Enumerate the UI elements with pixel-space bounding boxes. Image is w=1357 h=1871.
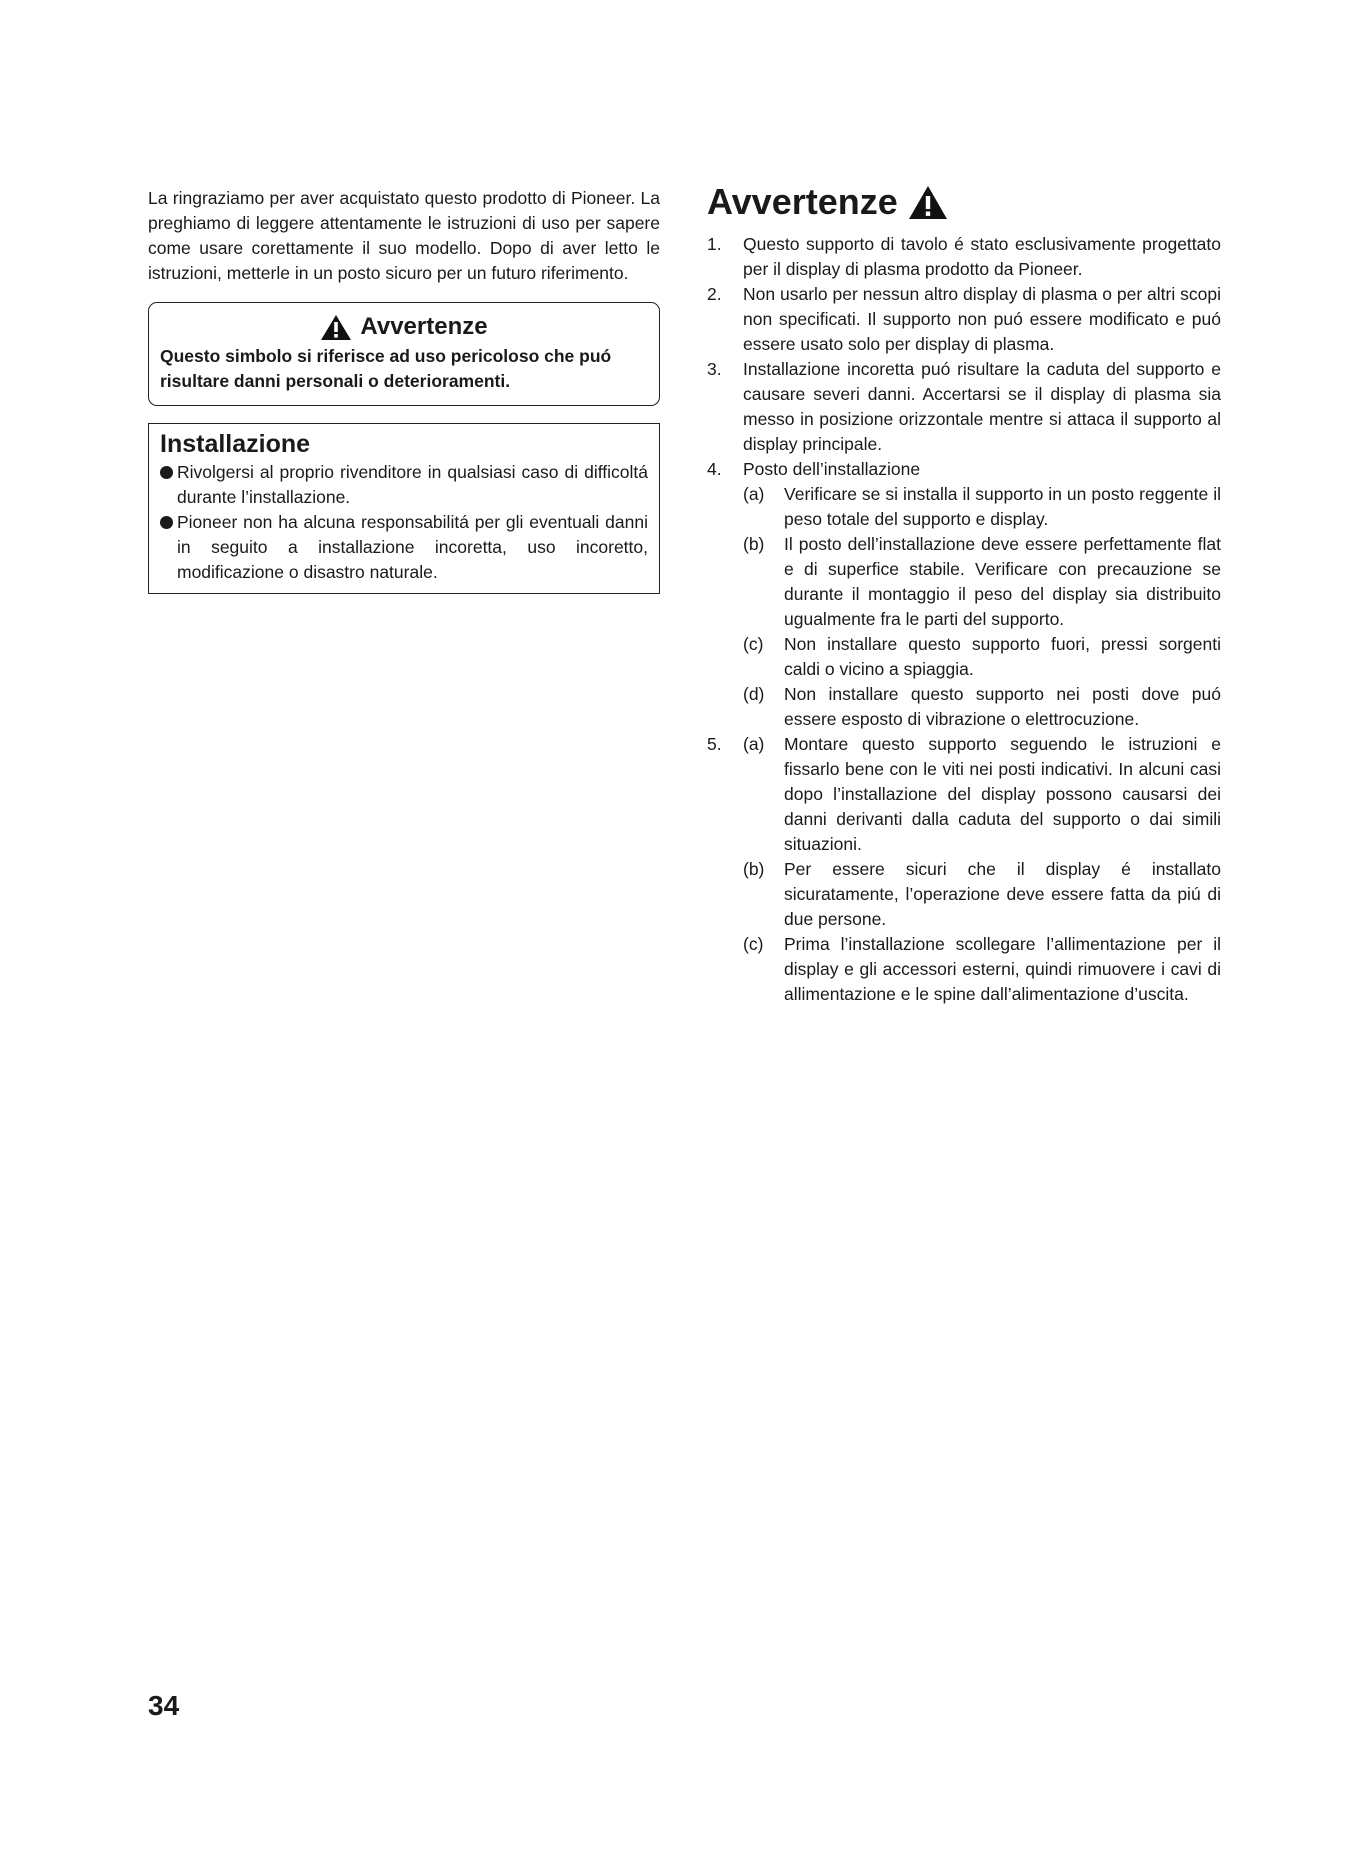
main-title (707, 182, 1221, 222)
sub-item (743, 932, 1221, 1007)
main-title-text: Avvertenze (707, 181, 898, 222)
sub-item (743, 482, 1221, 532)
sub-item-letter: (b) (743, 859, 765, 879)
list-item-text: Posto dell’installazione (743, 459, 921, 479)
warning-list (707, 232, 1221, 1007)
sub-item-text: Per essere sicuri che il display é installato sicuratamente, l’operazione deve essere fatta da piú di due persone. (784, 859, 1221, 929)
list-item-number: 1. (707, 234, 722, 254)
bullet-dot-icon (160, 466, 173, 479)
bullet-dot-icon (160, 516, 173, 529)
sub-item-text: Il posto dell’installazione deve essere perfettamente flat e di superfice stabile. Verificare con precauzione se durante il montaggio il peso del display sia distribuito ugualmente fra le parti del supporto. (784, 534, 1221, 629)
list-item (707, 357, 1221, 457)
list-item (707, 282, 1221, 357)
warning-box (148, 302, 660, 406)
warning-triangle-icon (320, 314, 352, 341)
sub-item-letter: (d) (743, 684, 765, 704)
installation-bullet-text: Pioneer non ha alcuna responsabilitá per gli eventuali danni in seguito a installazione incoretta, uso incoretto, modificazione o disastro naturale. (177, 512, 648, 582)
sub-item (743, 857, 1221, 932)
right-column (707, 181, 1221, 1007)
sub-item (743, 682, 1221, 732)
sub-item-letter: (c) (743, 934, 764, 954)
warning-box-title-text: Avvertenze (360, 313, 488, 340)
sub-item-text: Montare questo supporto seguendo le istruzioni e fissarlo bene con le viti nei posti indicativi. In alcuni casi dopo l’installazione del display possono causarsi dei danni derivanti dalla caduta del supporto o dai simili situazioni. (784, 734, 1221, 854)
list-item-number: 2. (707, 284, 722, 304)
page-number: 34 (148, 1690, 180, 1721)
sub-item-letter: (b) (743, 534, 765, 554)
installation-bullet (160, 460, 648, 510)
list-item-text: Installazione incoretta puó risultare la caduta del supporto e causare severi danni. Accertarsi se il display di plasma sia messo in posizione orizzontale mentre si attaca il supporto al display principale. (743, 359, 1221, 454)
list-item-number: 5. (707, 734, 722, 754)
installation-bullet-text: Rivolgersi al proprio rivenditore in qualsiasi caso di difficoltá durante l’installazione. (177, 462, 648, 507)
installation-title: Installazione (160, 430, 311, 458)
intro-paragraph: La ringraziamo per aver acquistato questo prodotto di Pioneer. La preghiamo di leggere attentamente le istruzioni di uso per sapere come usare corettamente il suo modello. Dopo di aver letto le istruzioni, metterle in un posto sicuro per un futuro riferimento. (148, 188, 660, 283)
installation-bullet (160, 510, 648, 585)
warning-triangle-icon (908, 185, 948, 220)
list-item (707, 232, 1221, 282)
sub-item (743, 632, 1221, 682)
sub-item (743, 532, 1221, 632)
sub-item-text: Non installare questo supporto nei posti dove puó essere esposto di vibrazione o elettrocuzione. (784, 684, 1221, 729)
list-item-text: Non usarlo per nessun altro display di plasma o per altri scopi non specificati. Il supporto non puó essere modificato e puó essere usato solo per display di plasma. (743, 284, 1221, 354)
list-item (707, 732, 1221, 1007)
warning-box-title (160, 312, 648, 342)
list-item-number: 3. (707, 359, 722, 379)
sub-item-text: Prima l’installazione scollegare l’allimentazione per il display e gli accessori esterni, quindi rimuovere i cavi di allimentazione e le spine dall’alimentazione d’uscita. (784, 934, 1221, 1004)
sub-item (743, 732, 1221, 857)
warning-box-text: Questo simbolo si riferisce ad uso pericoloso che puó risultare danni personali o deterioramenti. (160, 346, 612, 391)
sub-item-letter: (c) (743, 634, 764, 654)
installation-box (148, 423, 660, 594)
sub-item-letter: (a) (743, 484, 765, 504)
list-item-number: 4. (707, 459, 722, 479)
list-item-text: Questo supporto di tavolo é stato esclusivamente progettato per il display di plasma prodotto da Pioneer. (743, 234, 1221, 279)
sub-item-text: Verificare se si installa il supporto in un posto reggente il peso totale del supporto e display. (784, 484, 1221, 529)
list-item (707, 457, 1221, 732)
left-column (148, 186, 660, 594)
sub-item-letter: (a) (743, 734, 765, 754)
sub-item-text: Non installare questo supporto fuori, pressi sorgenti caldi o vicino a spiaggia. (784, 634, 1221, 679)
